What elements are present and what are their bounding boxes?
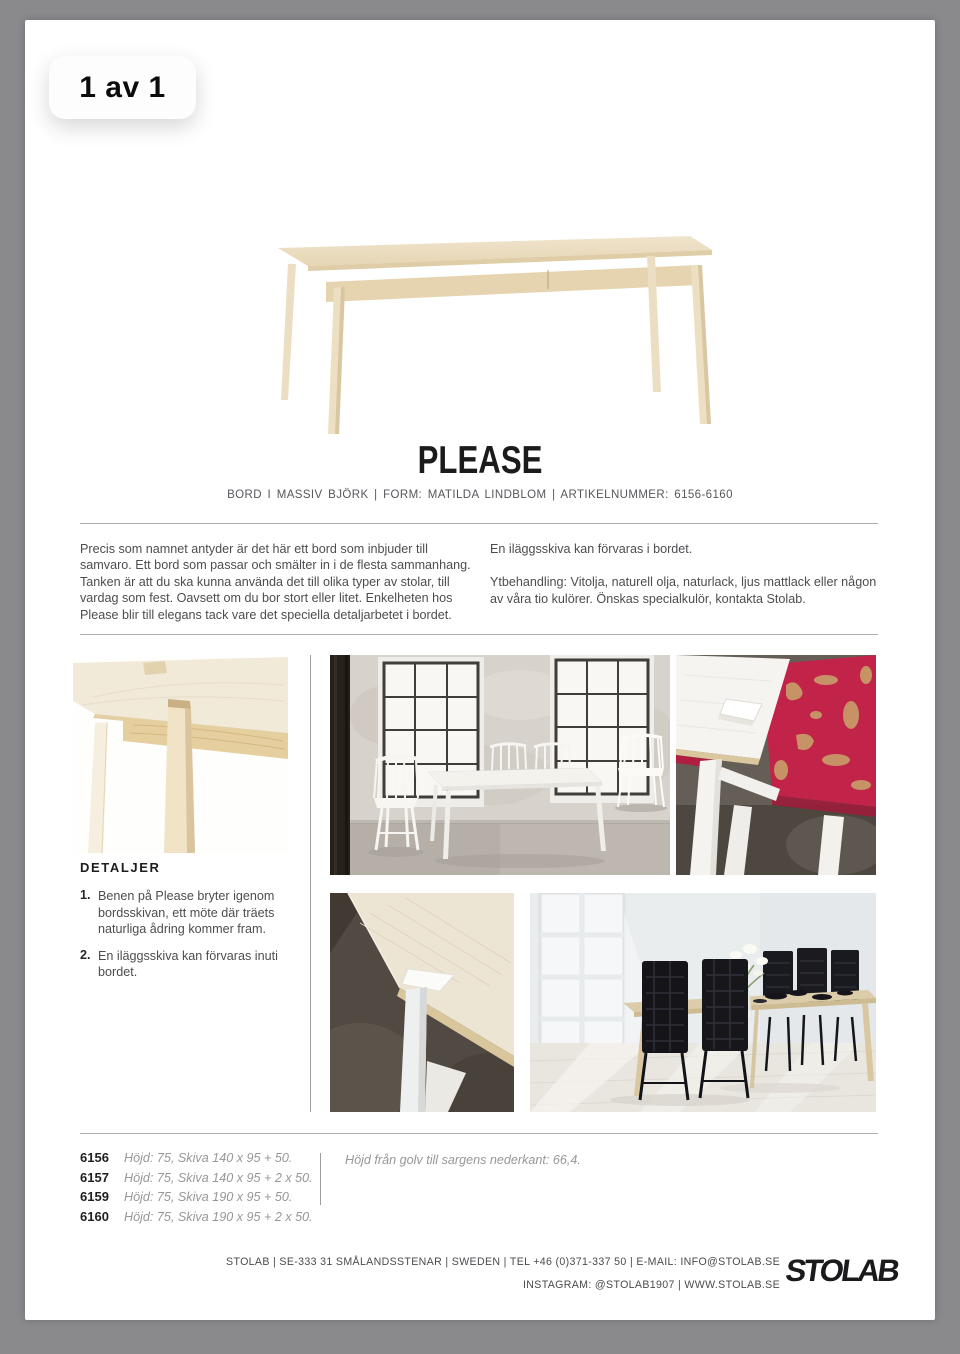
window	[540, 893, 624, 1053]
details-item-text: En iläggsskiva kan förvaras inuti bordet.	[98, 948, 278, 979]
dining-illustration	[530, 893, 876, 1112]
variant-desc: Höjd: 75, Skiva 190 x 95 + 2 x 50.	[124, 1209, 313, 1224]
divider-top	[80, 523, 878, 524]
variant-code: 6157	[80, 1169, 109, 1185]
intro-text-right-2: Ytbehandling: Vitolja, naturell olja, naturlack, ljus mattlack eller någon av våra tio kulörer. Önskas specialkulör, kontakta Stolab.	[490, 575, 877, 606]
variant-row	[80, 1209, 313, 1229]
intro-paragraph-left	[80, 541, 472, 633]
details-heading: DETALJER	[80, 860, 161, 875]
vertical-divider	[310, 655, 311, 1112]
interior-photo-loft	[330, 655, 670, 875]
variant-code: 6160	[80, 1208, 109, 1224]
variant-row	[80, 1150, 313, 1170]
divider-middle	[80, 634, 878, 635]
loft-illustration	[330, 655, 670, 875]
interior-photo-dining	[530, 893, 876, 1112]
product-subtitle: BORD I MASSIV BJÖRK | FORM: MATILDA LINDBLOM | ARTIKELNUMMER: 6156-6160	[227, 489, 733, 501]
variants-list	[80, 1150, 313, 1228]
variants-divider	[320, 1153, 321, 1205]
footer-address-line: STOLAB | SE-333 31 SMÅLANDSSTENAR | SWEDEN | TEL +46 (0)371-337 50 | E-MAIL: INFO@STOLAB.SE	[226, 1256, 780, 1268]
variant-code: 6156	[80, 1150, 109, 1165]
footer-contact	[80, 1251, 780, 1296]
detail-photo-red-chair	[676, 655, 876, 875]
detail-photo-corner	[330, 893, 514, 1112]
details-item	[80, 948, 300, 981]
variant-row	[80, 1170, 313, 1190]
footer-social-line: INSTAGRAM: @STOLAB1907 | WWW.STOLAB.SE	[523, 1278, 780, 1291]
product-name: PLEASE	[417, 439, 543, 482]
detail-photo-underside	[73, 657, 288, 853]
variant-desc: Höjd: 75, Skiva 190 x 95 + 50.	[124, 1190, 293, 1204]
variant-row	[80, 1189, 313, 1209]
divider-bottom	[80, 1133, 878, 1134]
intro-text-right-1: En iläggsskiva kan förvaras i bordet.	[490, 542, 693, 556]
page-title	[25, 439, 935, 483]
details-item	[80, 888, 300, 938]
details-item-number: 2.	[80, 947, 91, 962]
details-item-text: Benen på Please bryter igenom bordsskivan, ett möte där träets naturliga ådring kommer fram.	[98, 889, 275, 936]
stolab-logo	[783, 1248, 901, 1292]
product-hero-photo	[250, 186, 720, 438]
details-section	[80, 860, 300, 991]
page-indicator-label: 1 av 1	[79, 70, 166, 104]
underside-illustration	[73, 657, 288, 853]
variant-note: Höjd från golv till sargens nederkant: 66,4.	[345, 1153, 581, 1167]
variant-desc: Höjd: 75, Skiva 140 x 95 + 2 x 50.	[124, 1170, 313, 1185]
datasheet-page	[25, 20, 935, 1320]
corner-illustration	[330, 893, 514, 1112]
intro-text-left: Precis som namnet antyder är det här ett bord som inbjuder till samvaro. Ett bord som passar och smälter in i de flesta sammanhang. Tanken är att du ska kunna använda det till olika typer av stolar, till vardag som fest. Oavsett om du bor stort eller litet. Enkelheten hos Please blir till elegans tack vare det speciella detaljarbetet i bordet.	[80, 542, 471, 622]
variant-desc: Höjd: 75, Skiva 140 x 95 + 50.	[124, 1151, 293, 1165]
details-item-number: 1.	[80, 888, 91, 902]
page-indicator-badge	[49, 56, 196, 119]
table-illustration	[250, 186, 720, 438]
red-chair-illustration	[676, 655, 876, 875]
variant-code: 6159	[80, 1189, 109, 1204]
stolab-logo-text: STOLAB	[783, 1253, 901, 1288]
intro-paragraph-right	[490, 541, 882, 617]
